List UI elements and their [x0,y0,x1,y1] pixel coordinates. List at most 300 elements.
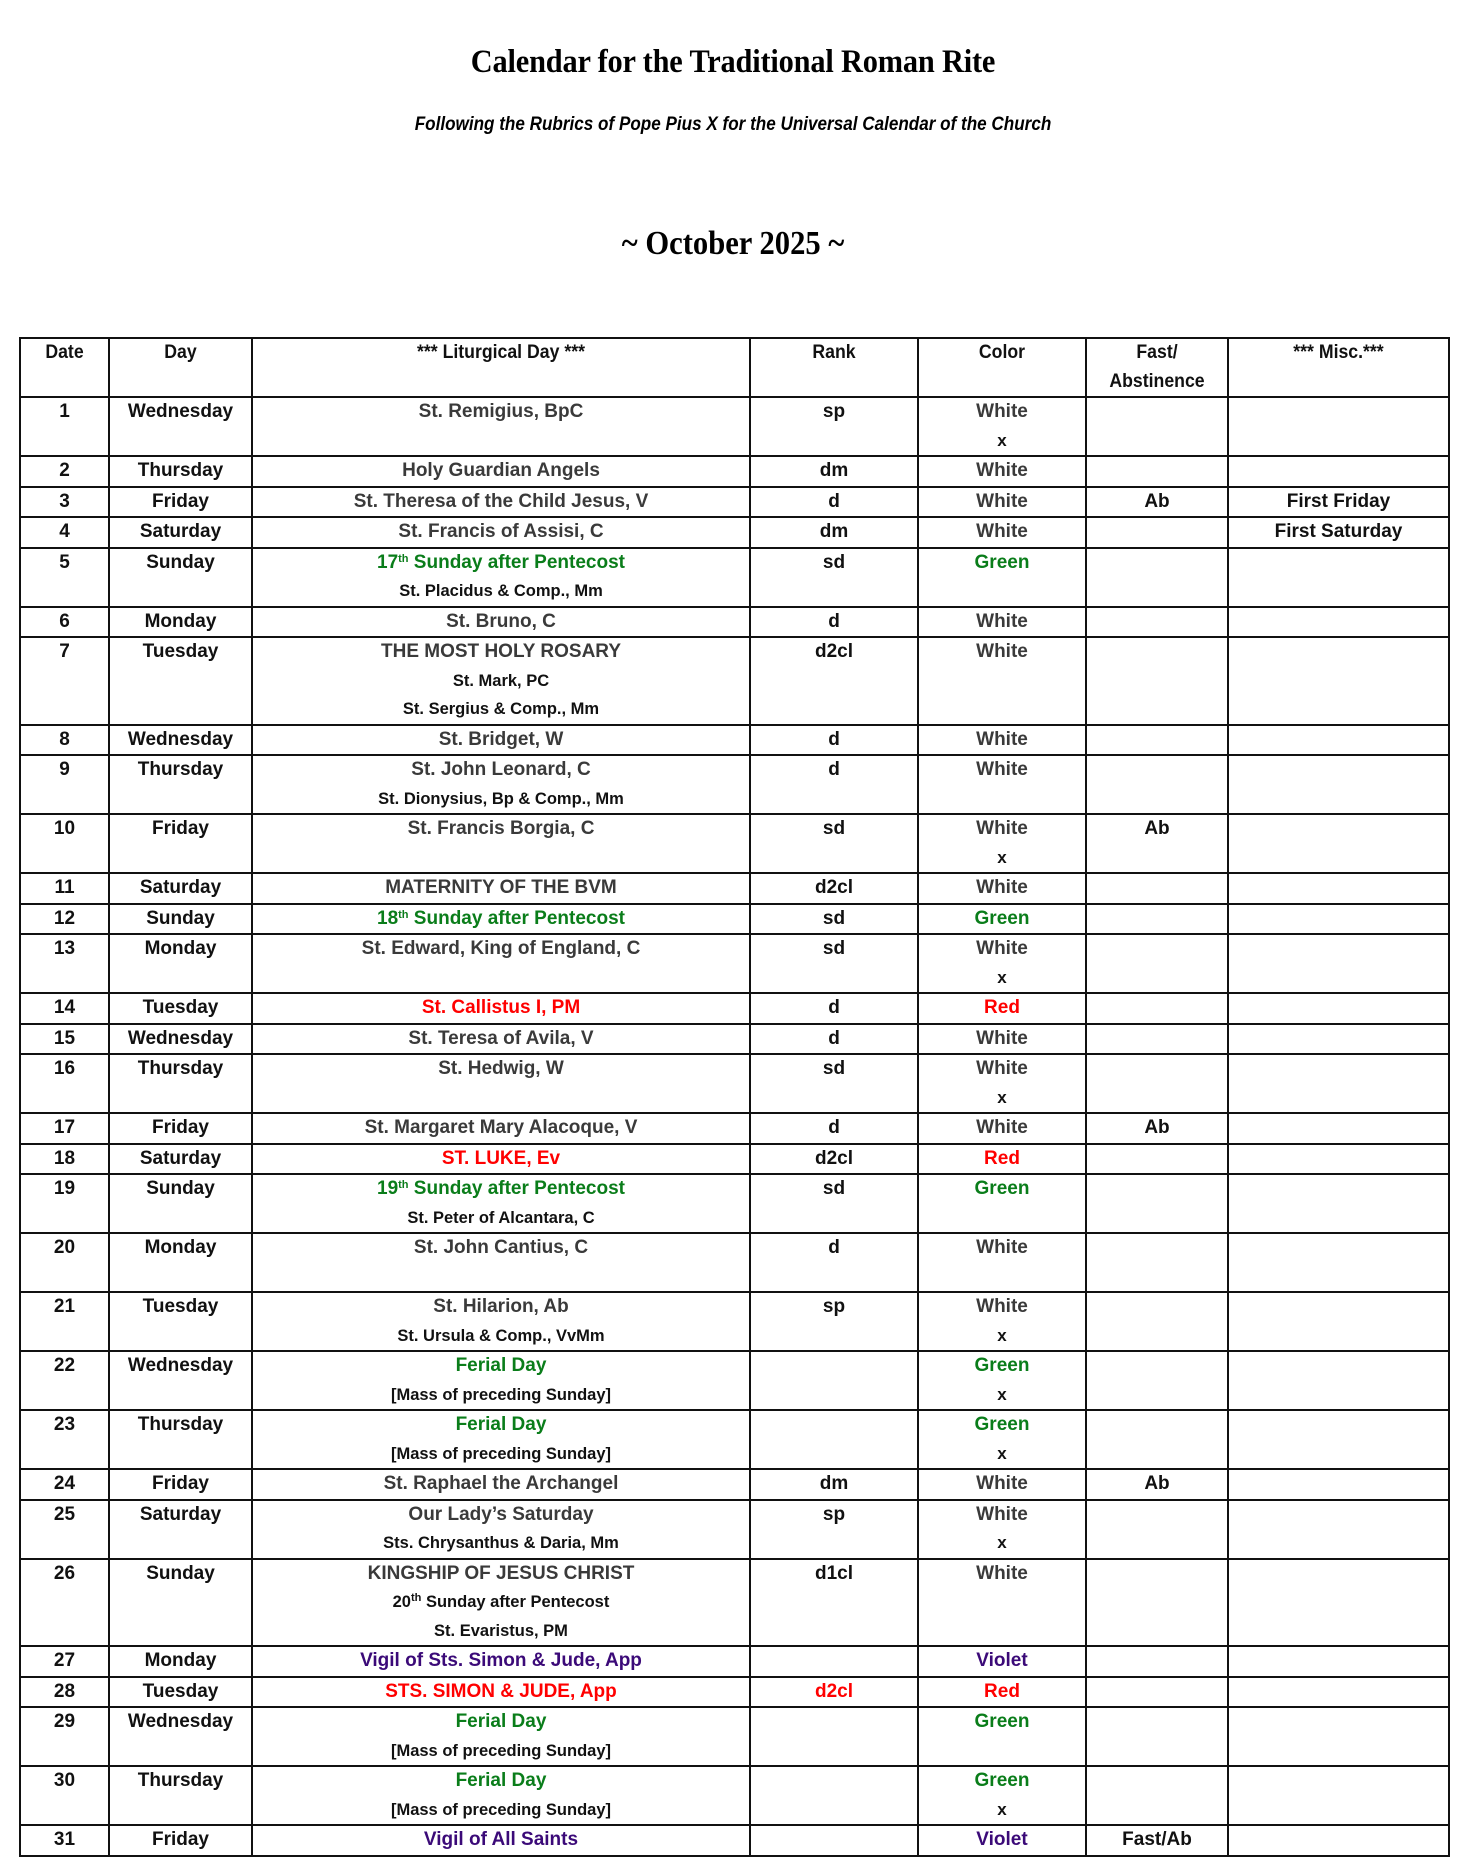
date-cell [20,1351,109,1410]
marker-x: x [997,1087,1007,1107]
table-row [20,1144,1449,1175]
liturgical-text: KINGSHIP OF JESUS CHRIST [367,1562,635,1584]
column-header-label: *** Misc.*** [1293,342,1384,363]
day-cell [109,1024,252,1055]
rank-value: dm [819,1473,849,1494]
day-cell [109,1113,252,1144]
misc-value [1229,1647,1448,1676]
misc-value [1229,1708,1448,1737]
rank-cell [750,1500,918,1559]
liturgical-day-title [253,905,749,934]
rank-value: d2cl [814,877,854,898]
liturgical-day-cell [252,397,750,456]
date-value: 26 [53,1562,76,1584]
table-row [20,1351,1449,1410]
liturgical-day-title [253,1767,749,1796]
misc-value [1229,874,1448,903]
liturgical-day-cell [252,934,750,993]
day-cell [109,873,252,904]
liturgical-day-title [253,815,749,844]
rank-value: sp [822,1296,846,1317]
liturgical-text: St. Sergius & Comp., Mm [402,700,600,718]
liturgical-color-value: Red [984,1147,1020,1169]
liturgical-color-cell [918,1113,1086,1144]
misc-value [1229,1826,1448,1855]
liturgical-color-cell [918,517,1086,548]
liturgical-text: St. Edward, King of England, C [361,938,641,959]
liturgical-day-cell [252,607,750,638]
fast-abstinence-cell [1086,607,1228,638]
liturgical-color-cell [918,904,1086,935]
liturgical-text: [Mass of preceding Sunday] [390,1741,612,1760]
liturgical-day-title [253,1114,749,1143]
day-cell [109,456,252,487]
liturgical-day-title [253,1470,749,1499]
misc-value [1229,905,1448,934]
fast-abstinence-value [1087,1352,1227,1381]
liturgical-text: St. Bruno, C [446,610,556,632]
weekday-value: Wednesday [127,401,234,422]
liturgical-color-cell [918,607,1086,638]
liturgical-day-cell [252,1766,750,1825]
liturgical-color-value: White [976,728,1028,750]
weekday-value: Friday [151,490,210,512]
rank-cell [750,397,918,456]
liturgical-text: STS. SIMON & JUDE, App [385,1680,617,1702]
day-cell [109,1646,252,1677]
liturgical-color-value: White [976,877,1028,898]
misc-cell [1228,1113,1449,1144]
liturgical-color-cell [918,1677,1086,1708]
marker-x: x [997,967,1007,987]
liturgical-text: Our Lady’s Saturday [408,1503,594,1525]
date-cell [20,1024,109,1055]
misc-cell [1228,1233,1449,1292]
liturgical-day-title [253,1647,749,1676]
rank-cell [750,456,918,487]
liturgical-color-value: Red [984,997,1020,1018]
liturgical-color-cell [918,1559,1086,1647]
commemoration-line [253,667,749,696]
misc-cell [1228,993,1449,1024]
liturgical-day-cell [252,548,750,607]
liturgical-text: Ferial Day [455,1414,547,1435]
date-value: 12 [53,907,76,929]
commemoration-line [253,844,749,873]
liturgical-color-cell [918,637,1086,725]
day-cell [109,993,252,1024]
liturgical-text: St. Ursula & Comp., VvMm [397,1326,605,1345]
liturgical-day-cell [252,725,750,756]
misc-cell [1228,397,1449,456]
liturgical-day-cell [252,1054,750,1113]
date-value: 21 [53,1296,76,1317]
table-row [20,607,1449,638]
liturgical-day-title [253,756,749,785]
liturgical-text: St. Hedwig, W [438,1058,564,1079]
fast-abstinence-value [1087,1293,1227,1322]
liturgical-text: Ferial Day [455,1711,547,1732]
fast-abstinence-cell [1086,1500,1228,1559]
misc-value [1229,638,1448,667]
rank-cell [750,607,918,638]
date-value: 14 [53,997,76,1018]
rank-value: sp [822,1503,846,1525]
fast-abstinence-value [1087,457,1227,486]
liturgical-color-cell [918,1024,1086,1055]
date-cell [20,725,109,756]
misc-value [1229,1114,1448,1143]
table-row [20,1707,1449,1766]
liturgical-text: St. John Leonard, C [411,759,591,780]
rank-cell [750,725,918,756]
fast-abstinence-cell [1086,1469,1228,1500]
rank-cell [750,1113,918,1144]
misc-cell [1228,1174,1449,1233]
document-title: Calendar for the Traditional Roman Rite [470,44,996,80]
weekday-value: Tuesday [142,997,219,1018]
table-row [20,1646,1449,1677]
liturgical-color-cell [918,1233,1086,1292]
misc-value [1229,1352,1448,1381]
liturgical-color-cell [918,755,1086,814]
liturgical-day-title [253,549,749,578]
liturgical-text: Sts. Chrysanthus & Daria, Mm [383,1534,619,1552]
liturgical-color-cell [918,548,1086,607]
weekday-value: Tuesday [142,1296,219,1317]
liturgical-color-value: White [976,1296,1028,1317]
liturgical-color-cell [918,873,1086,904]
misc-cell [1228,1292,1449,1351]
commemoration-line [253,1204,749,1233]
misc-value [1229,935,1448,964]
fast-abstinence-cell [1086,1233,1228,1292]
table-row [20,1825,1449,1856]
weekday-value: Thursday [137,460,224,481]
weekday-value: Wednesday [127,1355,234,1376]
liturgical-day-cell [252,1024,750,1055]
fast-abstinence-value [1087,1501,1227,1530]
weekday-value: Sunday [146,1178,215,1199]
liturgical-day-title [253,1678,749,1707]
misc-value [1229,1025,1448,1054]
date-value: 10 [53,818,76,839]
commemoration-line [253,695,749,724]
fast-abstinence-value [1087,398,1227,427]
date-value: 22 [53,1355,76,1376]
liturgical-text: [Mass of preceding Sunday] [390,1800,612,1819]
fast-abstinence-cell [1086,1174,1228,1233]
commemoration-line [253,1796,749,1825]
day-cell [109,548,252,607]
date-cell [20,755,109,814]
liturgical-day-title [253,1560,749,1589]
fast-abstinence-cell [1086,1351,1228,1410]
date-cell [20,487,109,518]
weekday-value: Saturday [139,521,222,542]
date-cell [20,1174,109,1233]
liturgical-day-title [253,1145,749,1174]
rank-value: d [828,759,840,780]
misc-cell [1228,1677,1449,1708]
misc-cell [1228,755,1449,814]
date-value: 17 [53,1117,76,1138]
liturgical-color-value: White [976,818,1028,839]
date-cell [20,1233,109,1292]
fast-abstinence-value [1087,994,1227,1023]
table-row [20,1024,1449,1055]
date-value: 16 [53,1058,76,1079]
misc-cell [1228,1410,1449,1469]
liturgical-day-title [253,1411,749,1440]
weekday-value: Friday [151,1829,210,1850]
marker-x: x [997,430,1007,450]
liturgical-day-title [253,1055,749,1084]
date-cell [20,1677,109,1708]
liturgical-day-title [253,1234,749,1263]
date-cell [20,814,109,873]
liturgical-text: 17 [377,551,399,573]
fast-abstinence-value [1087,726,1227,755]
fast-abstinence-value [1087,1234,1227,1263]
fast-abstinence-value: Ab [1144,1473,1170,1494]
date-value: 8 [59,728,70,750]
liturgical-text: St. Dionysius, Bp & Comp., Mm [378,789,624,808]
date-value: 15 [53,1027,76,1049]
marker-x: x [997,1533,1007,1552]
table-row [20,1677,1449,1708]
fast-abstinence-value [1087,608,1227,637]
rank-value: sd [822,907,846,929]
fast-abstinence-cell [1086,1292,1228,1351]
liturgical-day-cell [252,904,750,935]
commemoration-line [253,964,749,993]
fast-abstinence-cell [1086,1113,1228,1144]
rank-value: sd [822,551,846,573]
commemoration-line [253,785,749,814]
liturgical-text: St. Placidus & Comp., Mm [399,582,603,600]
day-cell [109,1469,252,1500]
misc-value [1229,1767,1448,1796]
date-cell [20,1559,109,1647]
misc-cell [1228,1559,1449,1647]
liturgical-color-cell [918,1707,1086,1766]
day-cell [109,1707,252,1766]
rank-cell [750,548,918,607]
table-row [20,1233,1449,1292]
liturgical-color-value: White [976,1117,1028,1138]
liturgical-day-title [253,488,749,517]
liturgical-text: St. Margaret Mary Alacoque, V [364,1117,638,1138]
liturgical-text: St. Raphael the Archangel [383,1473,619,1494]
liturgical-color-value: Green [974,1414,1030,1435]
marker-x: x [997,847,1007,867]
misc-value [1229,1145,1448,1174]
day-cell [109,1292,252,1351]
rank-value: d [828,610,840,632]
misc-value [1229,1560,1448,1589]
weekday-value: Thursday [137,759,224,780]
fast-abstinence-cell [1086,1766,1228,1825]
rank-cell [750,1144,918,1175]
date-cell [20,1646,109,1677]
liturgical-text: St. Teresa of Avila, V [408,1027,594,1049]
rank-cell [750,755,918,814]
misc-cell [1228,1766,1449,1825]
misc-value [1229,457,1448,486]
rank-cell [750,1292,918,1351]
liturgical-day-cell [252,1292,750,1351]
fast-abstinence-cell [1086,1825,1228,1856]
rank-value: d2cl [814,1680,854,1702]
misc-value [1229,1678,1448,1707]
rank-cell [750,993,918,1024]
liturgical-day-title [253,874,749,903]
fast-abstinence-cell [1086,548,1228,607]
ordinal-suffix: th [398,552,409,565]
liturgical-day-cell [252,1144,750,1175]
day-cell [109,934,252,993]
fast-abstinence-cell [1086,456,1228,487]
rank-value: d [828,490,840,512]
liturgical-day-title [253,994,749,1023]
weekday-value: Tuesday [142,1680,219,1702]
fast-abstinence-value [1087,1025,1227,1054]
column-header-liturgical-day [252,338,750,397]
rank-value: d [828,728,840,750]
liturgical-day-cell [252,517,750,548]
misc-cell [1228,1144,1449,1175]
rank-value: d [828,997,840,1018]
rank-value [751,1352,917,1381]
misc-cell [1228,934,1449,993]
rank-cell [750,1766,918,1825]
date-cell [20,397,109,456]
date-cell [20,1054,109,1113]
liturgical-text: Ferial Day [455,1355,547,1376]
liturgical-color-value: Violet [976,1650,1028,1671]
commemoration-line [253,1084,749,1113]
liturgical-color-value: Green [974,1711,1030,1732]
weekday-value: Friday [151,1473,210,1494]
liturgical-color-value: White [976,401,1028,422]
table-row [20,637,1449,725]
month-heading: ~ October 2025 ~ [621,225,845,262]
date-cell [20,1766,109,1825]
liturgical-text: Vigil of All Saints [423,1829,579,1850]
liturgical-color-cell [918,487,1086,518]
liturgical-day-cell [252,1233,750,1292]
liturgical-color-value: Red [984,1680,1020,1702]
liturgical-day-cell [252,993,750,1024]
table-row [20,1174,1449,1233]
liturgical-color-cell [918,993,1086,1024]
fast-abstinence-value [1087,1708,1227,1737]
date-value: 13 [53,938,76,959]
misc-value [1229,549,1448,578]
weekday-value: Friday [151,818,210,839]
fast-abstinence-value [1087,874,1227,903]
misc-value [1229,1234,1448,1263]
liturgical-color-value: White [976,1058,1028,1079]
liturgical-text: MATERNITY OF THE BVM [385,877,617,898]
misc-value [1229,398,1448,427]
liturgical-day-title [253,1501,749,1530]
day-cell [109,1677,252,1708]
day-cell [109,1144,252,1175]
fast-abstinence-value [1087,1767,1227,1796]
day-cell [109,755,252,814]
misc-cell [1228,637,1449,725]
date-cell [20,548,109,607]
date-cell [20,1292,109,1351]
liturgical-day-cell [252,1646,750,1677]
rank-cell [750,1410,918,1469]
liturgical-day-title [253,726,749,755]
weekday-value: Sunday [146,1562,215,1584]
rank-cell [750,487,918,518]
misc-value: First Friday [1286,490,1391,512]
liturgical-color-value: Green [974,1178,1030,1199]
date-value: 2 [59,460,70,481]
date-cell [20,1469,109,1500]
commemoration-line [253,1529,749,1558]
liturgical-calendar-table [19,337,1450,1857]
misc-cell [1228,873,1449,904]
misc-cell [1228,1825,1449,1856]
liturgical-day-cell [252,873,750,904]
fast-abstinence-value [1087,1678,1227,1707]
liturgical-day-cell [252,1500,750,1559]
column-header-day [109,338,252,397]
fast-abstinence-value [1087,1175,1227,1204]
date-value: 24 [53,1473,76,1494]
column-header-label: *** Liturgical Day *** [417,342,585,363]
table-row [20,1292,1449,1351]
liturgical-text-rest: Sunday after Pentecost [408,1178,625,1199]
misc-value [1229,815,1448,844]
commemoration-line [253,577,749,606]
weekday-value: Sunday [146,551,215,573]
day-cell [109,517,252,548]
liturgical-text: St. Francis Borgia, C [407,818,595,839]
day-cell [109,1410,252,1469]
fast-abstinence-cell [1086,1054,1228,1113]
liturgical-color-cell [918,397,1086,456]
liturgical-text-rest: Sunday after Pentecost [421,1593,610,1611]
rank-cell [750,1233,918,1292]
liturgical-day-cell [252,456,750,487]
liturgical-color-cell [918,1144,1086,1175]
rank-value: d [828,1027,840,1049]
rank-cell [750,1677,918,1708]
rank-value: d2cl [814,641,854,662]
liturgical-day-title [253,1352,749,1381]
date-value: 31 [53,1829,76,1850]
commemoration-line [253,1322,749,1351]
liturgical-day-cell [252,1113,750,1144]
liturgical-text: St. John Cantius, C [413,1237,589,1258]
day-cell [109,1054,252,1113]
date-cell [20,934,109,993]
liturgical-color-cell [918,1292,1086,1351]
date-cell [20,1707,109,1766]
liturgical-color-value: White [976,938,1028,959]
date-cell [20,637,109,725]
weekday-value: Tuesday [142,641,219,662]
liturgical-text: 18 [377,907,399,929]
fast-abstinence-cell [1086,487,1228,518]
